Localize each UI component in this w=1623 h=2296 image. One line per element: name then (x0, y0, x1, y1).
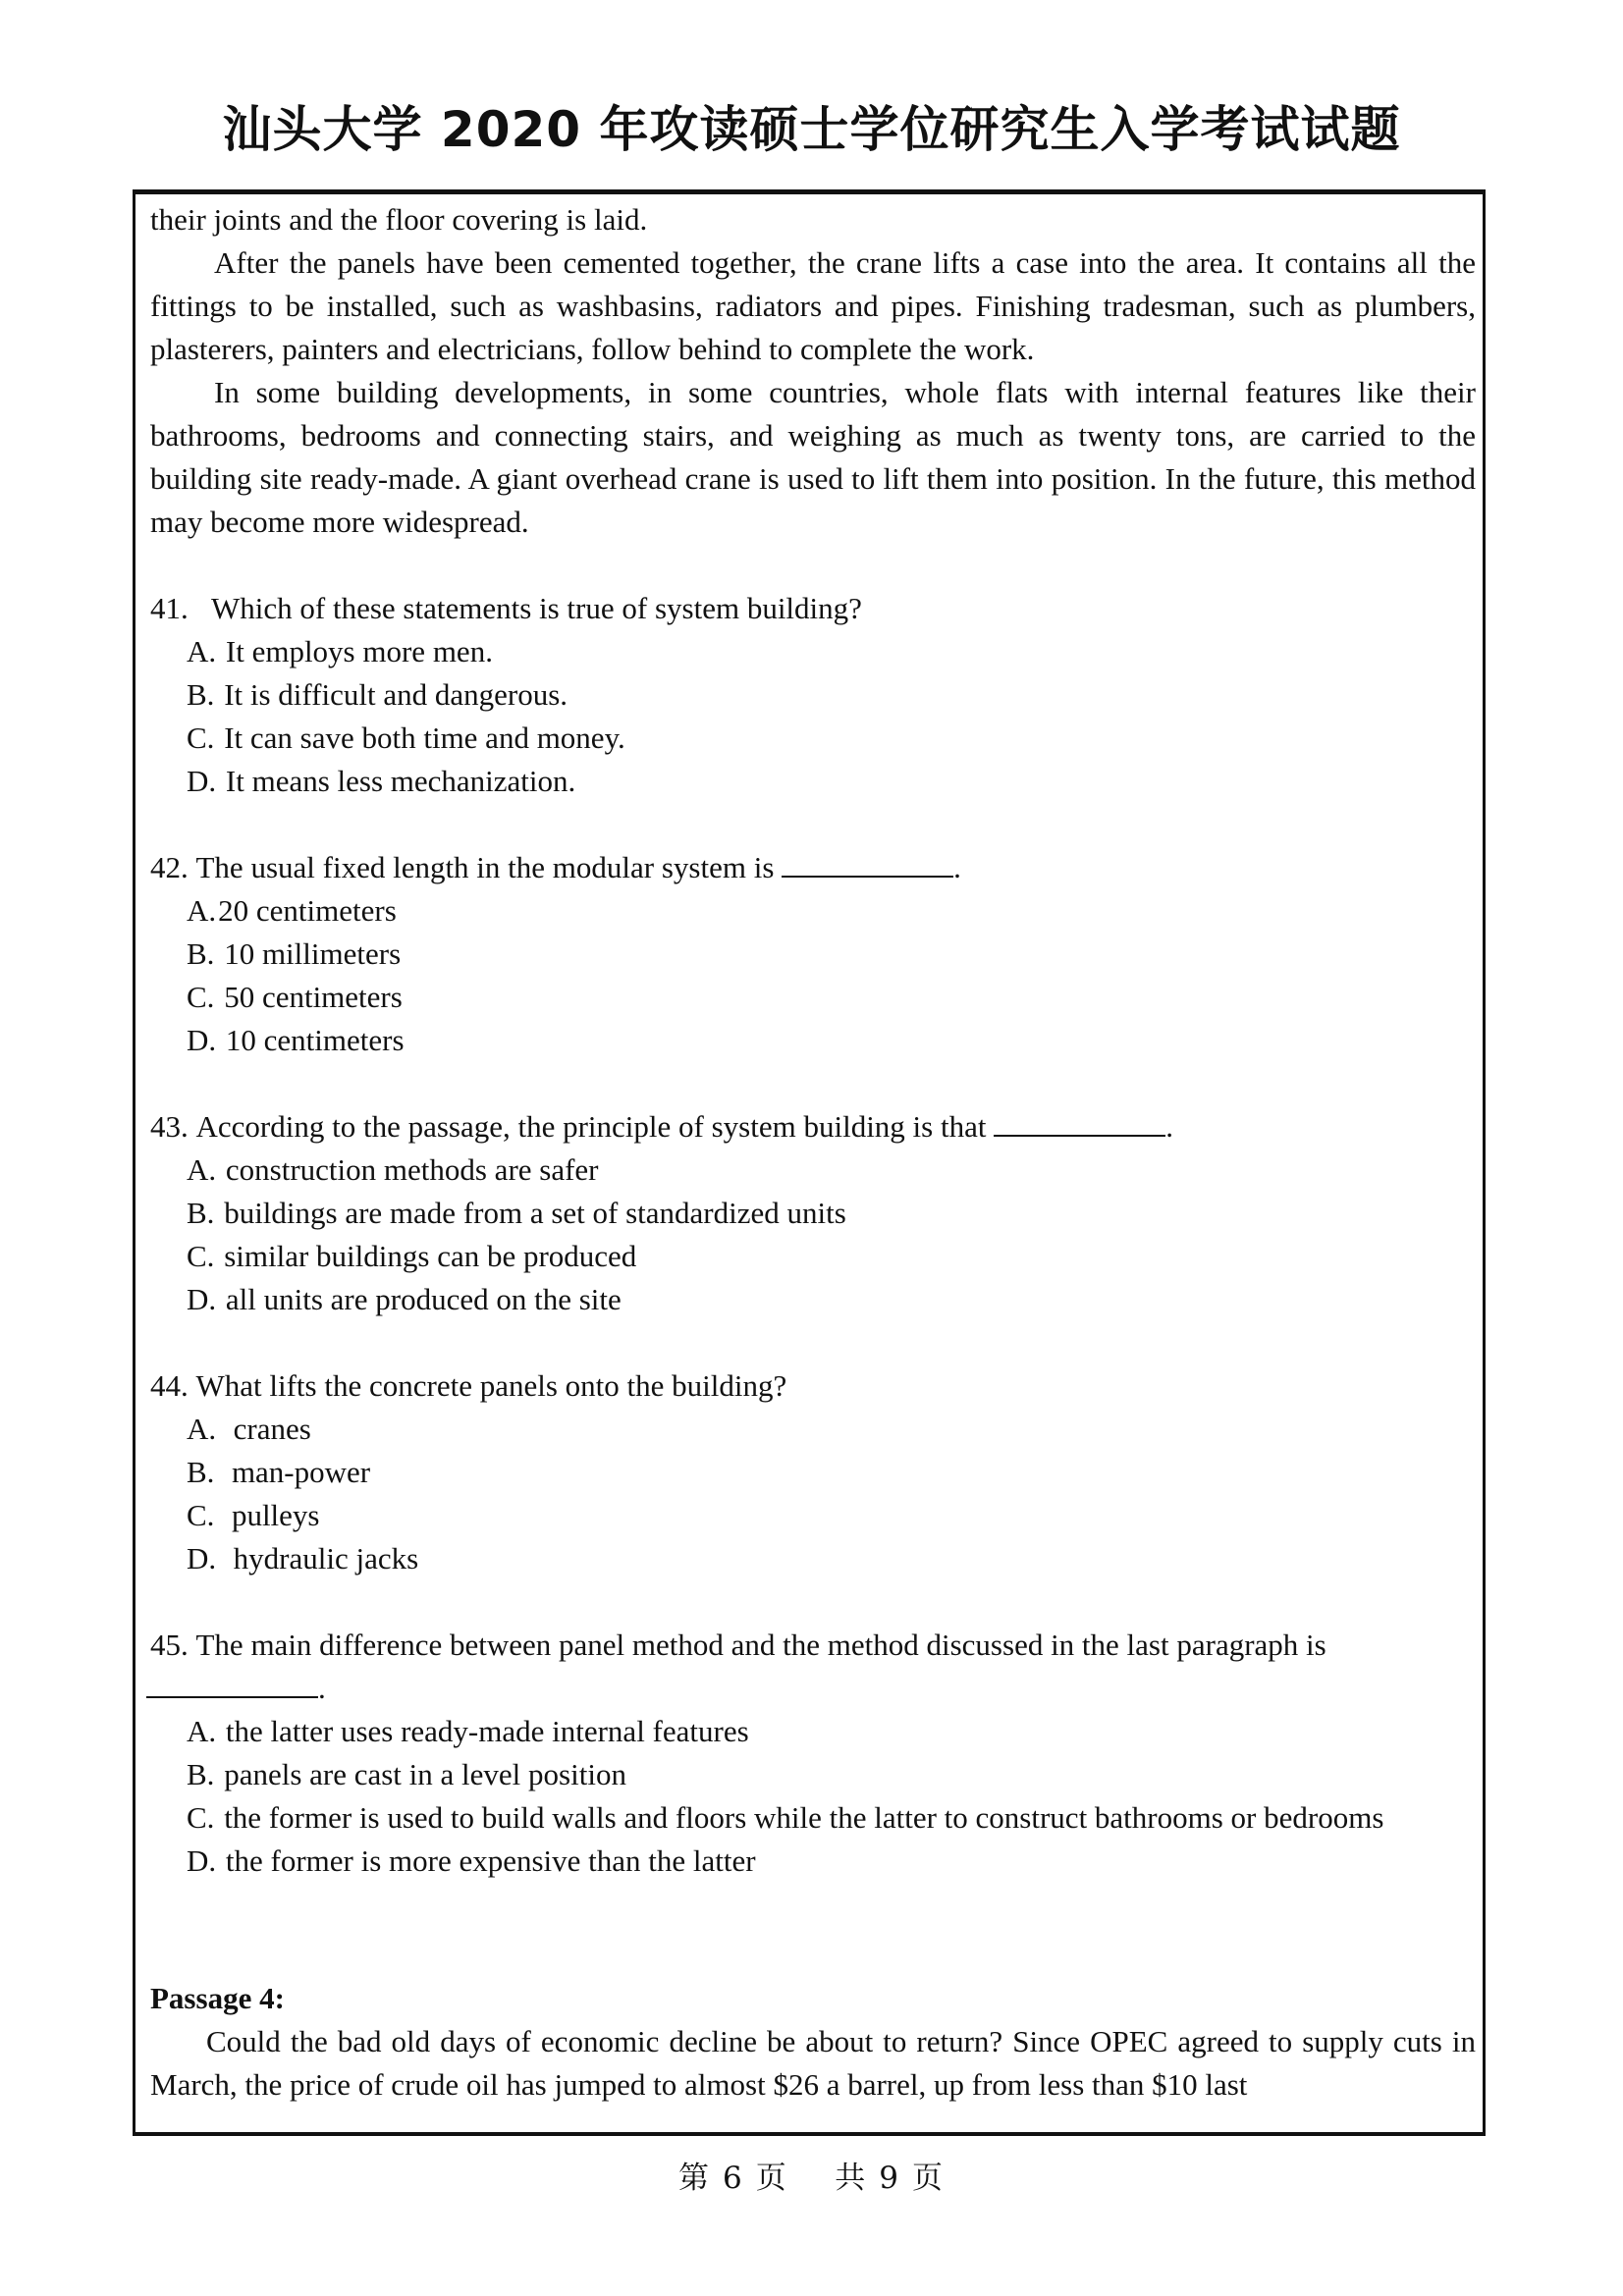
option-text: 50 centimeters (224, 980, 403, 1014)
option-text: hydraulic jacks (233, 1541, 419, 1575)
answer-blank[interactable] (782, 850, 953, 878)
stem-end: . (318, 1671, 326, 1705)
option-text: 10 centimeters (225, 1023, 405, 1057)
total-label: 共 (835, 2161, 868, 2196)
question-45 (150, 1624, 1476, 1883)
question-text: The main difference between panel method and the method discussed in the last paragraph is (195, 1628, 1326, 1662)
passage-paragraph: After the panels have been cemented together, the crane lifts a case into the area. It contains all the fittings to be installed, such as washbasins, radiators and pipes. Finishing tradesman, such as plumbers, plasterers, painters and electricians, follow behind to complete the work. (150, 245, 1476, 366)
answer-options (150, 1408, 1476, 1580)
answer-option-c[interactable] (150, 976, 1476, 1019)
question-43 (150, 1105, 1476, 1321)
option-letter: C. (187, 1498, 215, 1532)
option-text: the latter uses ready-made internal features (225, 1714, 749, 1748)
option-letter: D. (187, 1541, 217, 1575)
option-letter: C. (187, 721, 215, 755)
page-label: 第 (677, 2161, 711, 2196)
question-text: What lifts the concrete panels onto the building? (195, 1368, 787, 1403)
option-letter: B. (187, 1196, 215, 1230)
exam-content (150, 198, 1476, 2107)
answer-option-b[interactable] (150, 1753, 1476, 1796)
option-letter: B. (187, 1757, 215, 1791)
answer-option-b[interactable] (150, 1192, 1476, 1235)
question-stem (150, 1364, 1476, 1408)
question-number: 45. (150, 1628, 189, 1662)
passage-3-continuation (150, 198, 1476, 544)
answer-blank[interactable] (994, 1109, 1165, 1137)
passage-paragraph: their joints and the floor covering is laid. (150, 202, 648, 237)
question-number: 44. (150, 1368, 189, 1403)
question-number: 41. (150, 591, 189, 625)
option-letter: C. (187, 980, 215, 1014)
passage-paragraph: Could the bad old days of economic decline be about to return? Since OPEC agreed to supply cuts in March, the price of crude oil has jumped to almost $26 a barrel, up from less than $10 last (150, 2024, 1476, 2102)
option-text: man-power (231, 1455, 371, 1489)
option-text: buildings are made from a set of standardized units (224, 1196, 846, 1230)
option-letter: B. (187, 1455, 215, 1489)
question-number: 43. (150, 1109, 189, 1144)
question-stem (150, 587, 1476, 630)
option-text: It can save both time and money. (224, 721, 625, 755)
answer-blank[interactable] (146, 1671, 318, 1698)
answer-option-d[interactable] (150, 1019, 1476, 1062)
option-text: similar buildings can be produced (224, 1239, 637, 1273)
option-letter: A. (187, 1152, 217, 1187)
total-pages: 9 (879, 2161, 901, 2196)
option-letter: C. (187, 1800, 215, 1835)
option-text: the former is more expensive than the latter (225, 1843, 756, 1878)
option-letter: B. (187, 677, 215, 712)
option-letter: D. (187, 1282, 217, 1316)
answer-option-c[interactable] (150, 717, 1476, 760)
question-41 (150, 587, 1476, 803)
answer-option-b[interactable] (150, 1451, 1476, 1494)
answer-option-a[interactable] (150, 1148, 1476, 1192)
answer-options (150, 1710, 1476, 1883)
option-text: It means less mechanization. (225, 764, 576, 798)
question-stem (150, 846, 1476, 889)
answer-option-a[interactable] (150, 630, 1476, 673)
question-stem (150, 1105, 1476, 1148)
stem-end: . (1165, 1109, 1173, 1144)
answer-option-d[interactable] (150, 1537, 1476, 1580)
passage-paragraph: In some building developments, in some countries, whole flats with internal features like their bathrooms, bedrooms and connecting stairs, and weighing as much as twenty tons, are carried to the building site ready-made. A giant overhead crane is used to lift them into position. In the future, this method may become more widespread. (150, 375, 1476, 539)
option-text: pulleys (231, 1498, 320, 1532)
option-letter: D. (187, 764, 217, 798)
answer-option-b[interactable] (150, 673, 1476, 717)
question-text: According to the passage, the principle of system building is that (195, 1109, 987, 1144)
option-text: It is difficult and dangerous. (224, 677, 568, 712)
answer-options (150, 1148, 1476, 1321)
answer-option-d[interactable] (150, 1278, 1476, 1321)
option-text: panels are cast in a level position (224, 1757, 626, 1791)
answer-option-c[interactable] (150, 1796, 1476, 1840)
stem-end: . (953, 850, 961, 884)
answer-options (150, 630, 1476, 803)
option-letter: A. (187, 1714, 217, 1748)
total-unit: 页 (912, 2161, 946, 2196)
option-letter: A. (187, 893, 217, 928)
answer-option-b[interactable] (150, 933, 1476, 976)
answer-option-c[interactable] (150, 1494, 1476, 1537)
option-letter: A. (187, 634, 217, 668)
question-44 (150, 1364, 1476, 1580)
option-text: cranes (233, 1412, 311, 1446)
option-letter: C. (187, 1239, 215, 1273)
answer-options (150, 889, 1476, 1062)
page-footer (0, 2153, 1623, 2197)
option-text: 20 centimeters (218, 893, 397, 928)
question-42 (150, 846, 1476, 1062)
question-text: Which of these statements is true of system building? (211, 591, 862, 625)
page-title: 汕头大学 2020 年攻读硕士学位研究生入学考试试题 (222, 101, 1401, 158)
option-text: all units are produced on the site (225, 1282, 622, 1316)
passage-4 (150, 1977, 1476, 2107)
question-text: The usual fixed length in the modular system is (195, 850, 775, 884)
question-number: 42. (150, 850, 189, 884)
option-letter: D. (187, 1843, 217, 1878)
passage-heading: Passage 4: (150, 1981, 285, 2015)
answer-option-c[interactable] (150, 1235, 1476, 1278)
option-letter: D. (187, 1023, 217, 1057)
answer-option-a[interactable] (150, 889, 1476, 933)
option-letter: A. (187, 1412, 217, 1446)
option-letter: B. (187, 936, 215, 971)
answer-option-d[interactable] (150, 760, 1476, 803)
page-unit: 页 (755, 2161, 788, 2196)
option-text: the former is used to build walls and floors while the latter to construct bathrooms or bedrooms (224, 1800, 1384, 1835)
answer-option-a[interactable] (150, 1710, 1476, 1753)
option-text: 10 millimeters (224, 936, 402, 971)
option-text: construction methods are safer (225, 1152, 599, 1187)
question-stem (150, 1624, 1476, 1710)
option-text: It employs more men. (225, 634, 493, 668)
answer-option-a[interactable] (150, 1408, 1476, 1451)
page-number: 6 (722, 2161, 744, 2196)
answer-option-d[interactable] (150, 1840, 1476, 1883)
